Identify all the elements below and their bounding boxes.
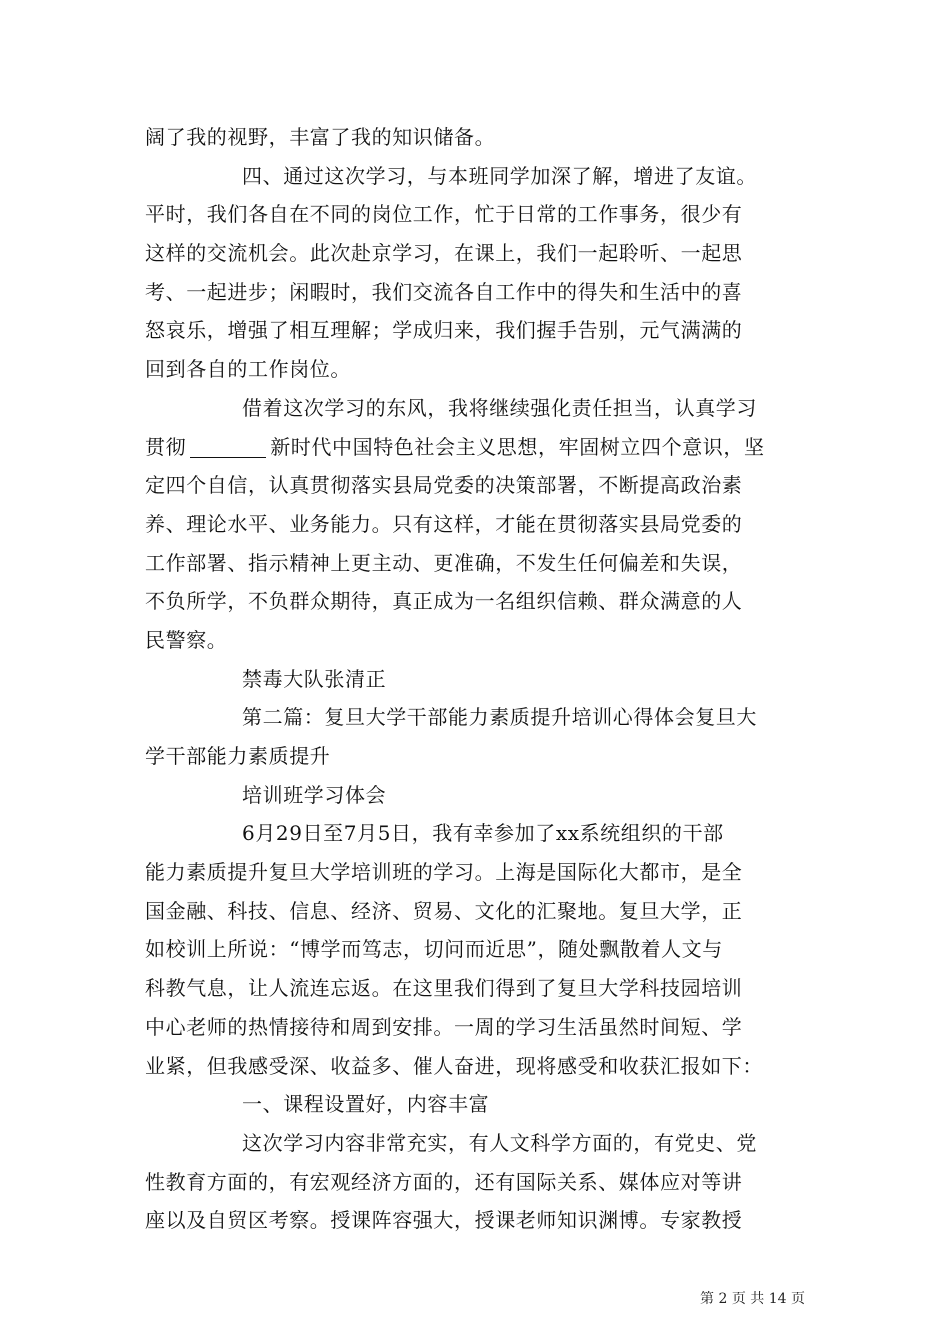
text-line: 阔了我的视野，丰富了我的知识储备。 — [145, 125, 496, 149]
text-fragment: 新时代中国特色社会主义思想，牢固树立四个意识，坚 — [270, 434, 765, 459]
text-line: 6月29日至7月5日，我有幸参加了xx系统组织的干部 — [242, 821, 724, 846]
fill-in-blank — [190, 435, 266, 458]
body-text — [145, 118, 805, 1240]
text-line: 平时，我们各自在不同的岗位工作，忙于日常的工作事务，很少有 — [145, 202, 743, 227]
text-line: 回到各自的工作岗位。 — [145, 357, 351, 382]
text-line: 这样的交流机会。此次赴京学习，在课上，我们一起聆听、一起思 — [145, 241, 743, 266]
text-line: 四、通过这次学习，与本班同学加深了解，增进了友谊。 — [242, 163, 757, 188]
text-line: 定四个自信，认真贯彻落实县局党委的决策部署，不断提高政治素 — [145, 473, 743, 498]
text-fragment: 贯彻 — [145, 434, 187, 459]
text-line: 业紧，但我感受深、收益多、催人奋进，现将感受和收获汇报如下： — [145, 1053, 763, 1078]
text-line: 性教育方面的，有宏观经济方面的，还有国际关系、媒体应对等讲 — [145, 1169, 743, 1194]
text-line: 这次学习内容非常充实，有人文科学方面的，有党史、党 — [242, 1130, 757, 1155]
section-heading: 第二篇：复旦大学干部能力素质提升培训心得体会复旦大 — [242, 705, 757, 730]
text-line: 不负所学，不负群众期待，真正成为一名组织信赖、群众满意的人 — [145, 589, 743, 614]
text-line: 考、一起进步；闲暇时，我们交流各自工作中的得失和生活中的喜 — [145, 279, 743, 304]
text-line: 怒哀乐，增强了相互理解；学成归来，我们握手告别，元气满满的 — [145, 318, 743, 343]
signature-line: 禁毒大队张清正 — [242, 666, 387, 691]
text-line: 座以及自贸区考察。授课阵容强大，授课老师知识渊博。专家教授 — [145, 1208, 743, 1233]
sub-heading: 一、课程设置好，内容丰富 — [242, 1092, 490, 1117]
text-line: 国金融、科技、信息、经济、贸易、文化的汇聚地。复旦大学，正 — [145, 898, 743, 923]
text-line: 中心老师的热情接待和周到安排。一周的学习生活虽然时间短、学 — [145, 1014, 743, 1039]
text-line: 养、理论水平、业务能力。只有这样，才能在贯彻落实县局党委的 — [145, 511, 743, 536]
text-line: 能力素质提升复旦大学培训班的学习。上海是国际化大都市，是全 — [145, 860, 743, 885]
text-line: 工作部署、指示精神上更主动、更准确，不发生任何偏差和失误， — [145, 550, 743, 575]
sub-heading: 培训班学习体会 — [242, 782, 387, 807]
text-line-with-blank — [145, 428, 805, 467]
text-line: 民警察。 — [145, 627, 228, 652]
text-line: 科教气息，让人流连忘返。在这里我们得到了复旦大学科技园培训 — [145, 976, 743, 1001]
text-line: 借着这次学习的东风，我将继续强化责任担当，认真学习 — [242, 395, 757, 420]
section-heading: 学干部能力素质提升 — [145, 744, 331, 768]
text-line: 如校训上所说：“博学而笃志，切问而近思”，随处飘散着人文与 — [145, 937, 723, 962]
page-number-footer: 第 2 页 共 14 页 — [700, 1291, 805, 1307]
